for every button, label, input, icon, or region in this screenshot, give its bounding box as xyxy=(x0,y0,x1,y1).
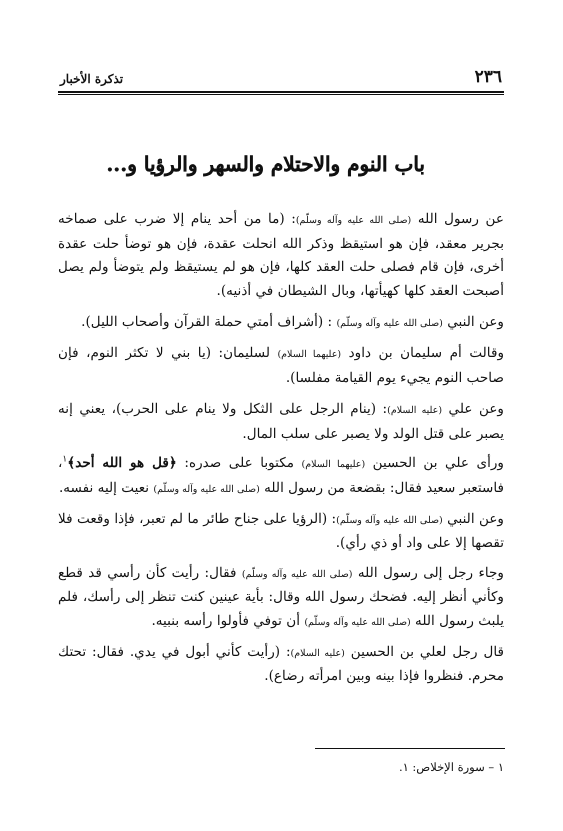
honorific: (صلى الله عليه وآله وسلّم) xyxy=(336,318,443,330)
text-run: مكتوبا على صدره: xyxy=(176,455,302,472)
text-run: : (ينام الرجل على الثكل ولا ينام على الحرب)، يعني إنه يصبر على قتل الولد ولا يصبر على سلب المال. xyxy=(58,401,504,442)
text-run: عن رسول الله xyxy=(411,211,505,227)
hadith-paragraph xyxy=(58,641,504,689)
text-run: ، فاستعبر سعيد فقال: بقضعة من رسول الله xyxy=(58,455,504,496)
hadith-paragraph xyxy=(58,311,504,336)
hadith-paragraph xyxy=(58,452,504,501)
honorific: (صلى الله عليه وآله وسلّم) xyxy=(153,483,260,495)
footnote-rule xyxy=(315,748,505,749)
text-run: : (رأيت كأني أبول في يدي. فقال: تحتك محرم. فنظروا فإذا بينه وبين امرأته رضاع). xyxy=(58,643,504,685)
page-header xyxy=(58,62,504,88)
footnote: ١ – سورة الإخلاص: ١. xyxy=(398,760,504,774)
running-title: تذكرة الأخبار xyxy=(60,72,124,86)
hadith-paragraph xyxy=(58,342,504,390)
header-rule xyxy=(58,91,504,95)
text-run: : (ما من أحد ينام إلا ضرب على صماخه بجرير معقد، فإن هو استيقظ وذكر الله انحلت عقدة، فإن هو توضأ حلت عقدة أخرى، فإن قام فصلى حلت العقد كلها، فإن هو لم يستيقظ ولم يتوضأ ولم يصل أصبحت العقد كلها كهيأتها، وبال الشيطان في أذنيه). xyxy=(58,211,504,299)
text-run: نعيت إليه نفسه. xyxy=(58,479,154,496)
honorific: (عليه السلام) xyxy=(387,405,443,417)
honorific: (صلى الله عليه وآله وسلّم) xyxy=(241,568,353,580)
honorific: (صلى الله عليه وآله وسلّم) xyxy=(336,514,443,526)
text-run: وجاء رجل إلى رسول الله xyxy=(352,564,504,581)
text-run: قال رجل لعلي بن الحسين xyxy=(344,643,504,660)
hadith-paragraph xyxy=(58,208,504,303)
text-run: أن توفي فأولوا رأسه بنبيه. xyxy=(151,612,305,629)
honorific: (عليهما السلام) xyxy=(277,348,342,360)
text-run: لسليمان: (يا بني لا تكثر النوم، فإن صاحب النوم يجيء يوم القيامة مفلسا). xyxy=(58,344,504,386)
text-run: : (الرؤيا على جناح طائر ما لم تعبر، فإذا وقعت فلا تقصها إلا على واد أو ذي رأي). xyxy=(58,510,504,552)
chapter-title: باب النوم والاحتلام والسهر والرؤيا و... xyxy=(106,152,425,176)
text-run: وقالت أم سليمان بن داود xyxy=(341,344,505,361)
honorific: (عليه السلام) xyxy=(290,647,345,659)
body-text xyxy=(58,208,504,697)
quran-verse: ﴿قل هو الله أحد﴾ xyxy=(67,455,177,472)
page-number: ٢٣٦ xyxy=(474,67,502,87)
text-run: وعن علي xyxy=(442,401,504,418)
text-run: : (أشراف أمتي حملة القرآن وأصحاب الليل). xyxy=(81,314,337,331)
honorific: (صلى الله عليه وآله وسلّم) xyxy=(304,616,411,628)
honorific: (عليهما السلام) xyxy=(301,459,366,471)
text-run: وعن النبي xyxy=(442,314,504,331)
footnote-ref: ١ xyxy=(62,454,68,465)
hadith-paragraph xyxy=(58,562,504,635)
hadith-paragraph xyxy=(58,508,504,556)
text-run: ورأى علي بن الحسين xyxy=(365,455,504,472)
hadith-paragraph xyxy=(58,398,504,446)
text-run: وعن النبي xyxy=(442,510,504,527)
honorific: (صلى الله عليه وآله وسلّم) xyxy=(295,215,412,226)
text-run: فقال: رأيت كأن رأسي قد قطع وكأني أنظر إليه. فضحك رسول الله وقال: بأية عينين كنت تنظر إلى رأسك، فلم يلبث رسول الله xyxy=(58,564,504,629)
